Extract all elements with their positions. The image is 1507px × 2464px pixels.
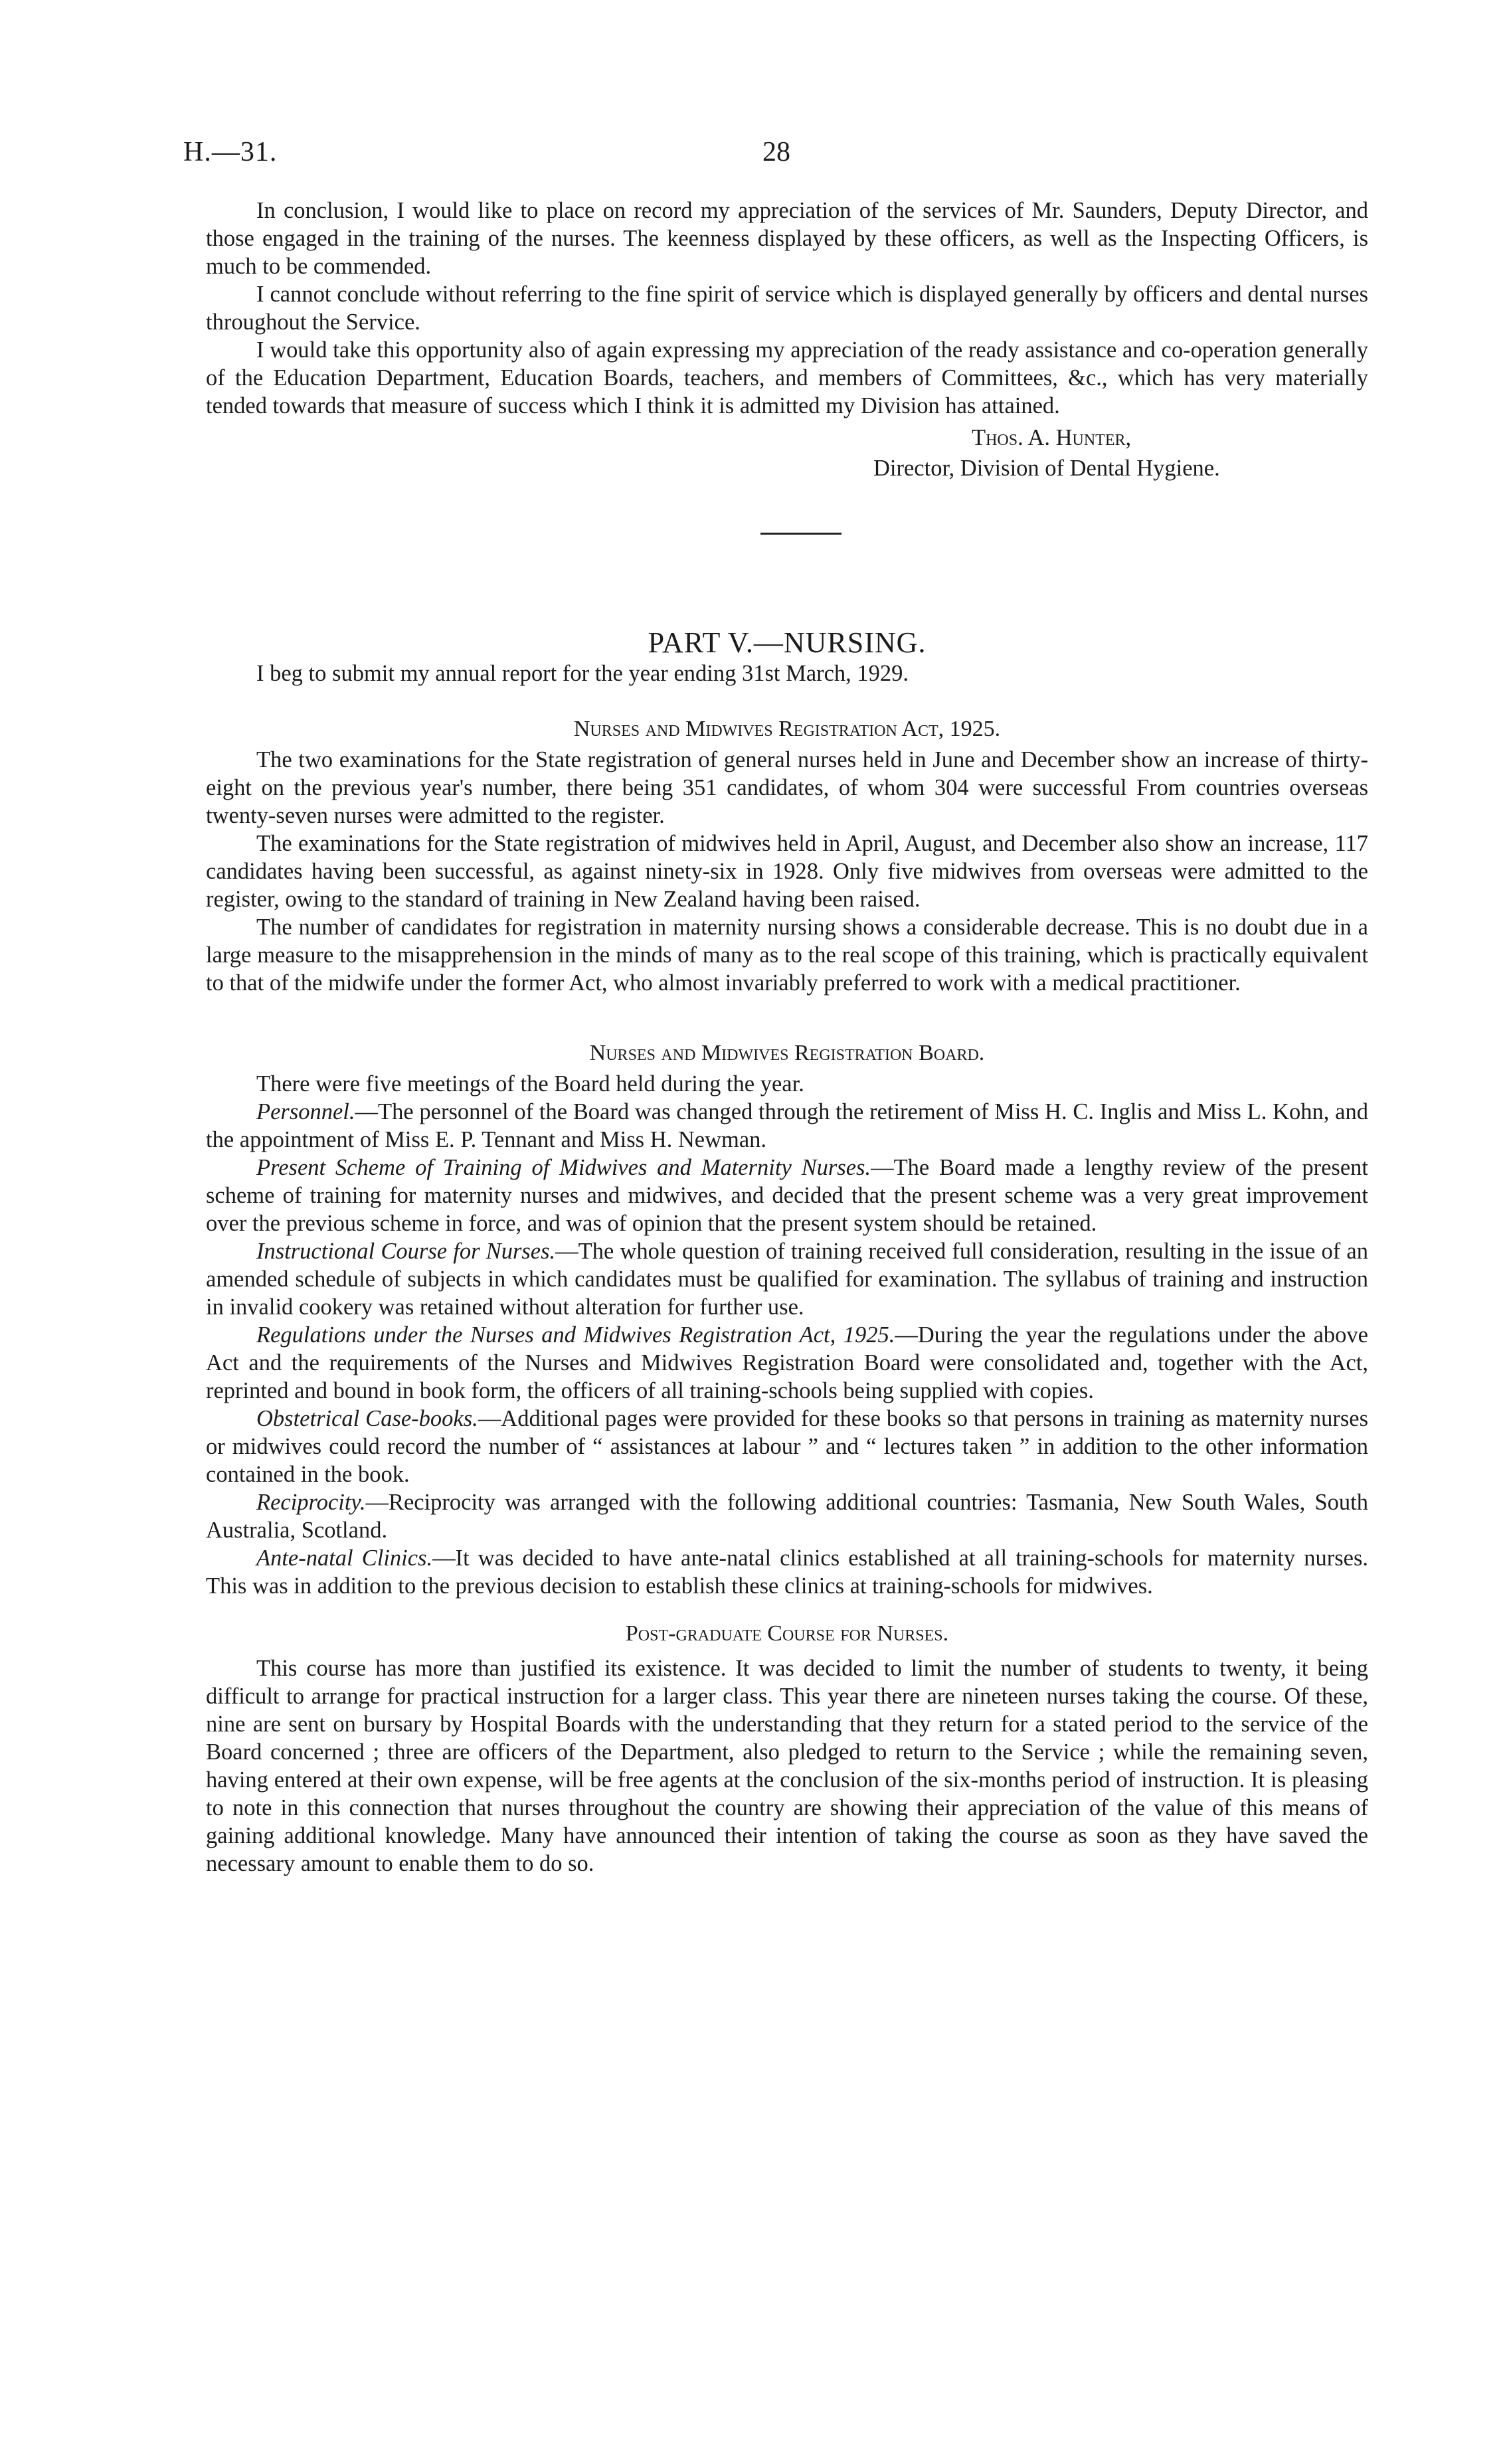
board-intro: There were five meetings of the Board held during the year. (256, 1071, 804, 1097)
board-item-present-scheme (206, 1154, 1368, 1237)
item-text: —The whole question of training received full consideration, resulting in the issue of an amended schedule of subjects in which candidates must be qualified for examination. The syllabus of training and instruction in invalid cookery was retained without alteration for further use. (206, 1239, 1368, 1320)
item-label: Present Scheme of Training of Midwives and Maternity Nurses. (256, 1155, 871, 1180)
item-label: Ante-natal Clinics. (256, 1545, 433, 1571)
board-item-reciprocity (206, 1488, 1368, 1544)
document-code: H.—31. (183, 137, 278, 167)
signatory-name: Thos. A. Hunter, (972, 425, 1132, 450)
item-label: Personnel. (256, 1099, 355, 1124)
act-paragraph: The examinations for the State registration of midwives held in April, August, and December also show an increase, 117 candidates having been successful, as against ninety-six in 1928. Only five midwives from overseas were admitted to the register, owing to the standard of training in New Zealand having been raised. (206, 831, 1368, 912)
section-divider (760, 533, 842, 535)
item-text: —Reciprocity was arranged with the following additional countries: Tasmania, New South Wales, South Australia, Scotland. (206, 1490, 1368, 1543)
item-text: —The personnel of the Board was changed through the retirement of Miss H. C. Inglis and Miss L. Kohn, and the appointment of Miss E. P. Tennant and Miss H. Newman. (206, 1099, 1368, 1152)
item-label: Regulations under the Nurses and Midwives Registration Act, 1925. (256, 1322, 895, 1348)
signatory-title: Director, Division of Dental Hygiene. (873, 456, 1220, 481)
item-label: Instructional Course for Nurses. (256, 1239, 556, 1264)
signature-block (873, 422, 1368, 484)
part-title: PART V.—NURSING. (648, 626, 927, 659)
item-text: —During the year the regulations under the above Act and the requirements of the Nurses and Midwives Registration Board were consolidated and, together with the Act, reprinted and bound in book form, the officers of all training-schools being supplied with copies. (206, 1322, 1368, 1403)
board-item-instructional-course (206, 1237, 1368, 1321)
item-label: Reciprocity. (256, 1490, 366, 1515)
page-number: 28 (762, 137, 790, 167)
conclusion-paragraph: In conclusion, I would like to place on record my appreciation of the services of Mr. Saunders, Deputy Director, and those engaged in the training of the nurses. The keenness displayed by these officers, as well as the Inspecting Officers, is much to be commended. (206, 198, 1368, 279)
board-item-ante-natal (206, 1544, 1368, 1600)
board-item-regulations (206, 1321, 1368, 1405)
item-text: —The Board made a lengthy review of the present scheme of training for maternity nurses and midwives, and decided that the present scheme was a very great improvement over the previous scheme in force, and was of opinion that the present system should be retained. (206, 1155, 1368, 1236)
item-text: —Additional pages were provided for these books so that persons in training as maternity nurses or midwives could record the number of “ assistances at labour ” and “ lectures taken ” in addition to the other information contained in the book. (206, 1406, 1368, 1487)
section-heading-registration-board: Nurses and Midwives Registration Board. (589, 1041, 985, 1065)
item-text: —It was decided to have ante-natal clinics established at all training-schools for maternity nurses. This was in addition to the previous decision to establish these clinics at training-schools for midwives. (206, 1545, 1368, 1599)
board-item-case-books (206, 1405, 1368, 1488)
section-heading-post-graduate: Post-graduate Course for Nurses. (625, 1621, 949, 1646)
conclusion-paragraph: I cannot conclude without referring to the fine spirit of service which is displayed generally by officers and dental nurses throughout the Service. (206, 282, 1368, 335)
section-heading-registration-act: Nurses and Midwives Registration Act, 1925. (573, 717, 1001, 741)
conclusion-paragraph: I would take this opportunity also of again expressing my appreciation of the ready assistance and co-operation generally of the Education Department, Education Boards, teachers, and members of Committees, &c., which has very materially tended towards that measure of success which I think it is admitted my Division has attained. (206, 337, 1368, 418)
act-paragraph: The number of candidates for registration in maternity nursing shows a considerable decrease. This is no doubt due in a large measure to the misapprehension in the minds of many as to the real scope of this training, which is practically equivalent to that of the midwife under the former Act, who almost invariably preferred to work with a medical practitioner. (206, 915, 1368, 996)
item-label: Obstetrical Case-books. (256, 1406, 478, 1431)
postgrad-paragraph: This course has more than justified its existence. It was decided to limit the number of students to twenty, it being difficult to arrange for practical instruction for a larger class. This year there are nineteen nurses taking the course. Of these, nine are sent on bursary by Hospital Boards with the understanding that they return for a stated period to the service of the Board concerned ; three are officers of the Department, also pledged to return to the Service ; while the remaining seven, having entered at their own expense, will be free agents at the conclusion of the six-months period of instruction. It is pleasing to note in this connection that nurses throughout the country are showing their appreciation of the value of this means of gaining additional knowledge. Many have announced their intention of taking the course as soon as they have saved the necessary amount to enable them to do so. (206, 1656, 1368, 1876)
page-body (206, 197, 1368, 1878)
part-intro: I beg to submit my annual report for the year ending 31st March, 1929. (256, 661, 909, 686)
board-item-personnel (206, 1098, 1368, 1154)
act-paragraph: The two examinations for the State registration of general nurses held in June and December show an increase of thirty-eight on the previous year's number, there being 351 candidates, of whom 304 were successful From countries overseas twenty-seven nurses were admitted to the register. (206, 747, 1368, 828)
